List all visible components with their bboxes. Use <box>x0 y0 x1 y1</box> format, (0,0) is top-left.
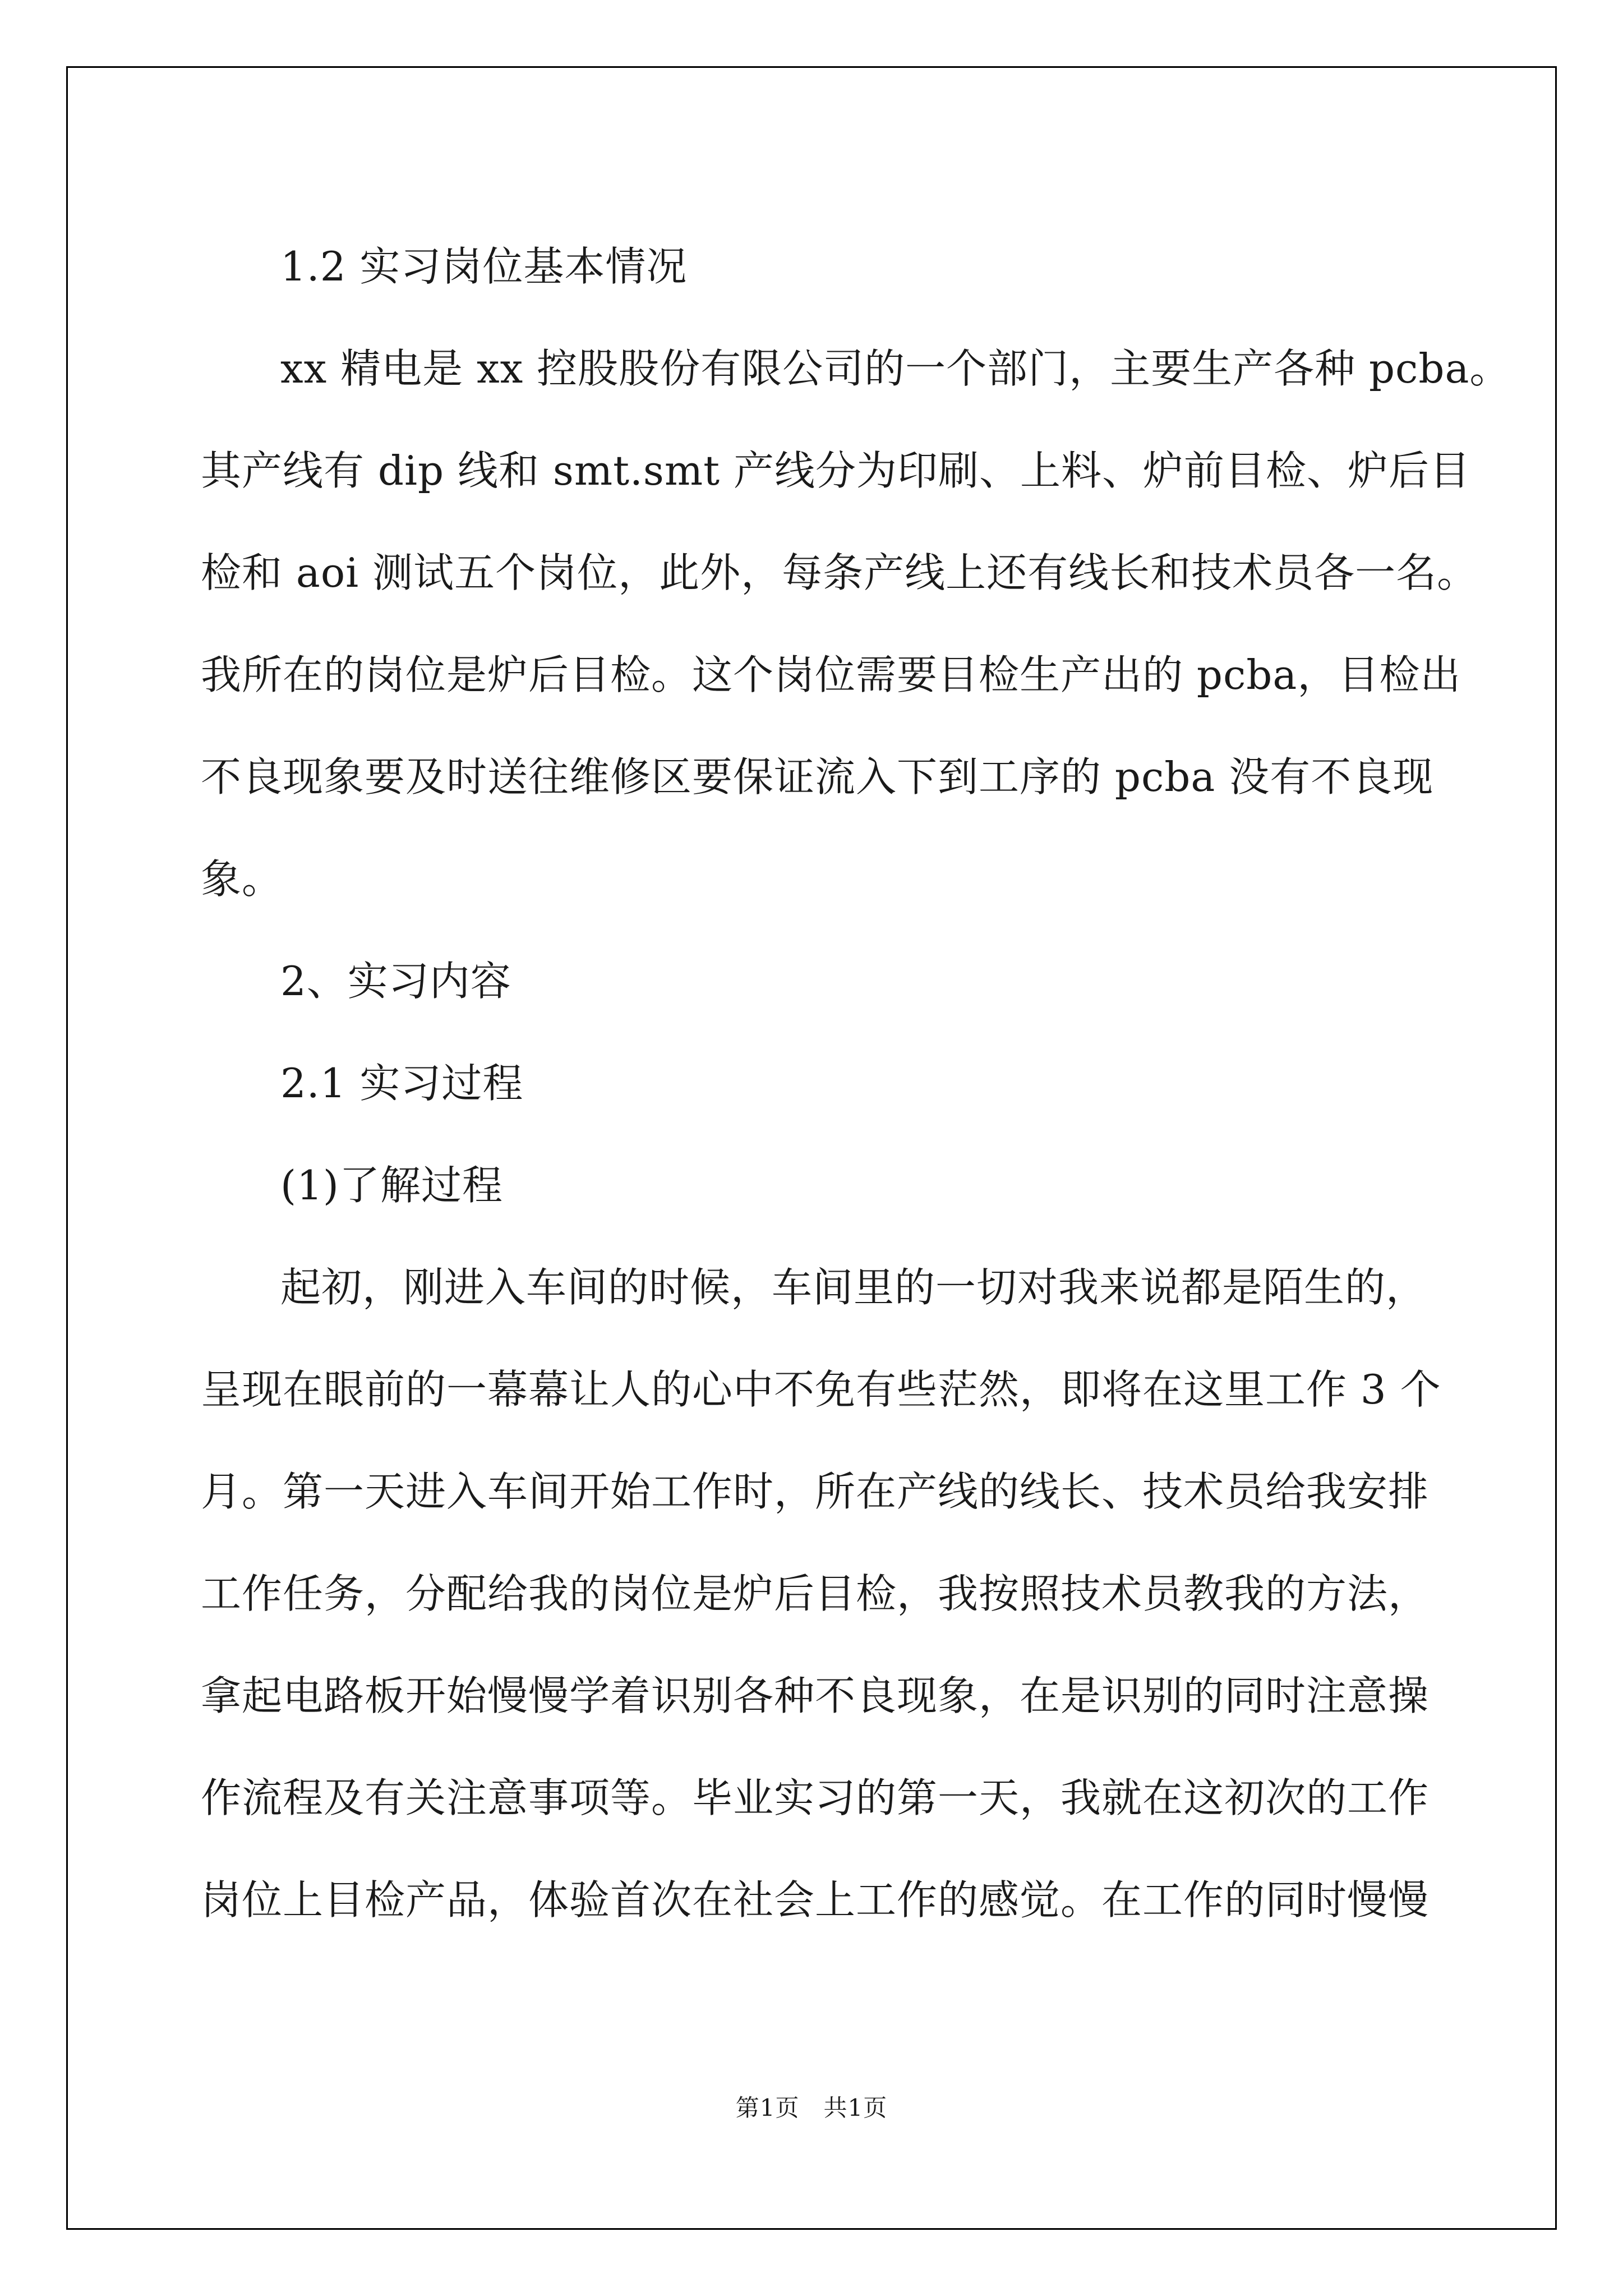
paragraph-line: 作流程及有关注意事项等。毕业实习的第一天，我就在这初次的工作 <box>201 1774 1430 1821</box>
paragraph-line: 起初，刚进入车间的时候，车间里的一切对我来说都是陌生的， <box>280 1264 1427 1311</box>
paragraph-line: 其产线有 dip 线和 smt.smt 产线分为印刷、上料、炉前目检、炉后目 <box>201 447 1470 494</box>
document-body <box>201 215 1511 1951</box>
paragraph-line: 拿起电路板开始慢慢学着识别各种不良现象，在是识别的同时注意操 <box>201 1672 1430 1719</box>
paragraph-line: 检和 aoi 测试五个岗位，此外，每条产线上还有线长和技术员各一名。 <box>201 549 1478 596</box>
section-heading-2: 2、实习内容 <box>280 958 511 1005</box>
paragraph-line: 象。 <box>201 855 283 903</box>
paragraph-line: 我所在的岗位是炉后目检。这个岗位需要目检生产出的 pcba，目检出 <box>201 651 1461 698</box>
paragraph-line: 月。第一天进入车间开始工作时，所在产线的线长、技术员给我安排 <box>201 1468 1430 1515</box>
paragraph-line: 岗位上目检产品，体验首次在社会上工作的感觉。在工作的同时慢慢 <box>201 1876 1430 1924</box>
paragraph-line: 呈现在眼前的一幕幕让人的心中不免有些茫然，即将在这里工作 3 个 <box>201 1366 1441 1413</box>
subsection-heading-1: (1)了解过程 <box>280 1162 503 1209</box>
paragraph-line: 不良现象要及时送往维修区要保证流入下到工序的 pcba 没有不良现 <box>201 753 1434 800</box>
paragraph-line: xx 精电是 xx 控股股份有限公司的一个部门，主要生产各种 pcba。 <box>280 345 1511 392</box>
paragraph-line: 工作任务，分配给我的岗位是炉后目检，我按照技术员教我的方法， <box>201 1570 1430 1617</box>
section-heading-2-1: 2.1 实习过程 <box>280 1060 524 1107</box>
section-heading-1-2: 1.2 实习岗位基本情况 <box>280 243 688 290</box>
page-number-footer: 第1页 共1页 <box>735 2094 888 2122</box>
